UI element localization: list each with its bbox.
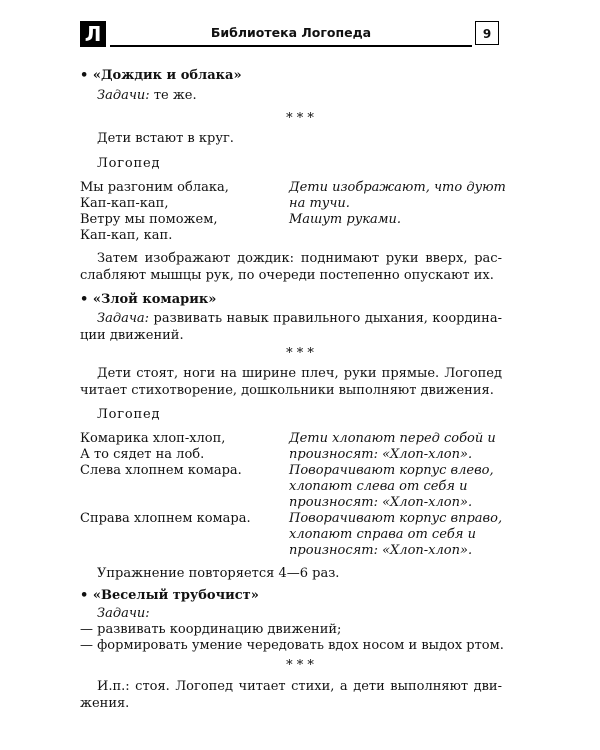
action-line: хлопают справа от себя и [289,527,476,542]
header-bar [110,21,472,47]
action-line: Дети хлопают перед собой и [289,431,496,446]
poem-line: Мы разгоним облака, [80,180,229,195]
poem-line: Ветру мы поможем, [80,212,218,227]
action-line: Машут руками. [289,212,402,227]
poem-line: Справа хлопнем комара. [80,511,251,526]
section-3-task-label: Задачи: [97,606,150,621]
poem-line: А то сядет на лоб. [80,447,205,462]
poem-line: Комарика хлоп-хлоп, [80,431,226,446]
action-line: Поворачивают корпус вправо, [289,511,503,526]
action-line: Поворачивают корпус влево, [289,463,494,478]
action-line: хлопают слева от себя и [289,479,468,494]
action-line: произносят: «Хлоп-хлоп». [289,543,473,558]
section-2-stars: * * * [286,346,314,361]
page-number: 9 [475,21,499,45]
poem-line: Слева хлопнем комара. [80,463,242,478]
task-item: — развивать координацию движений; [80,622,342,637]
library-logo: Л [80,21,106,47]
section-1-speaker: Логопед [97,156,161,171]
section-1-task: Задачи: те же. [97,88,197,103]
section-2-task: Задача: развивать навык правильного дыхания, координации движений. [80,311,502,343]
section-2-heading: • «Злой комарик» [80,292,217,307]
section-1-intro: Дети встают в круг. [97,131,234,146]
section-2-speaker: Логопед [97,407,161,422]
action-line: произносят: «Хлоп-хлоп». [289,447,473,462]
section-1-stars: * * * [286,111,314,126]
action-line: на тучи. [289,196,350,211]
section-2-repeat: Упражнение повторяется 4—6 раз. [97,566,340,581]
action-line: Дети изображают, что дуют [289,180,506,195]
poem-line: Кап-кап, кап. [80,228,173,243]
section-2-intro: Дети стоят, ноги на ширине плеч, руки прямые. Логопед читает стихотворение, дошкольники выполняют движения. [80,366,502,398]
poem-line: Кап-кап-кап, [80,196,169,211]
section-1-after: Затем изображают дождик: поднимают руки вверх, расслабляют мышцы рук, по очереди постепенно опускают их. [80,251,502,283]
section-3-heading: • «Веселый трубочист» [80,588,259,603]
action-line: произносят: «Хлоп-хлоп». [289,495,473,510]
section-3-intro: И.п.: стоя. Логопед читает стихи, а дети выполняют движения. [80,679,502,711]
task-item: — формировать умение чередовать вдох носом и выдох ртом. [80,638,504,653]
section-3-stars: * * * [286,658,314,673]
section-1-heading: • «Дождик и облака» [80,68,242,83]
page-header [80,21,500,47]
header-title: Библиотека Логопеда [210,25,372,40]
